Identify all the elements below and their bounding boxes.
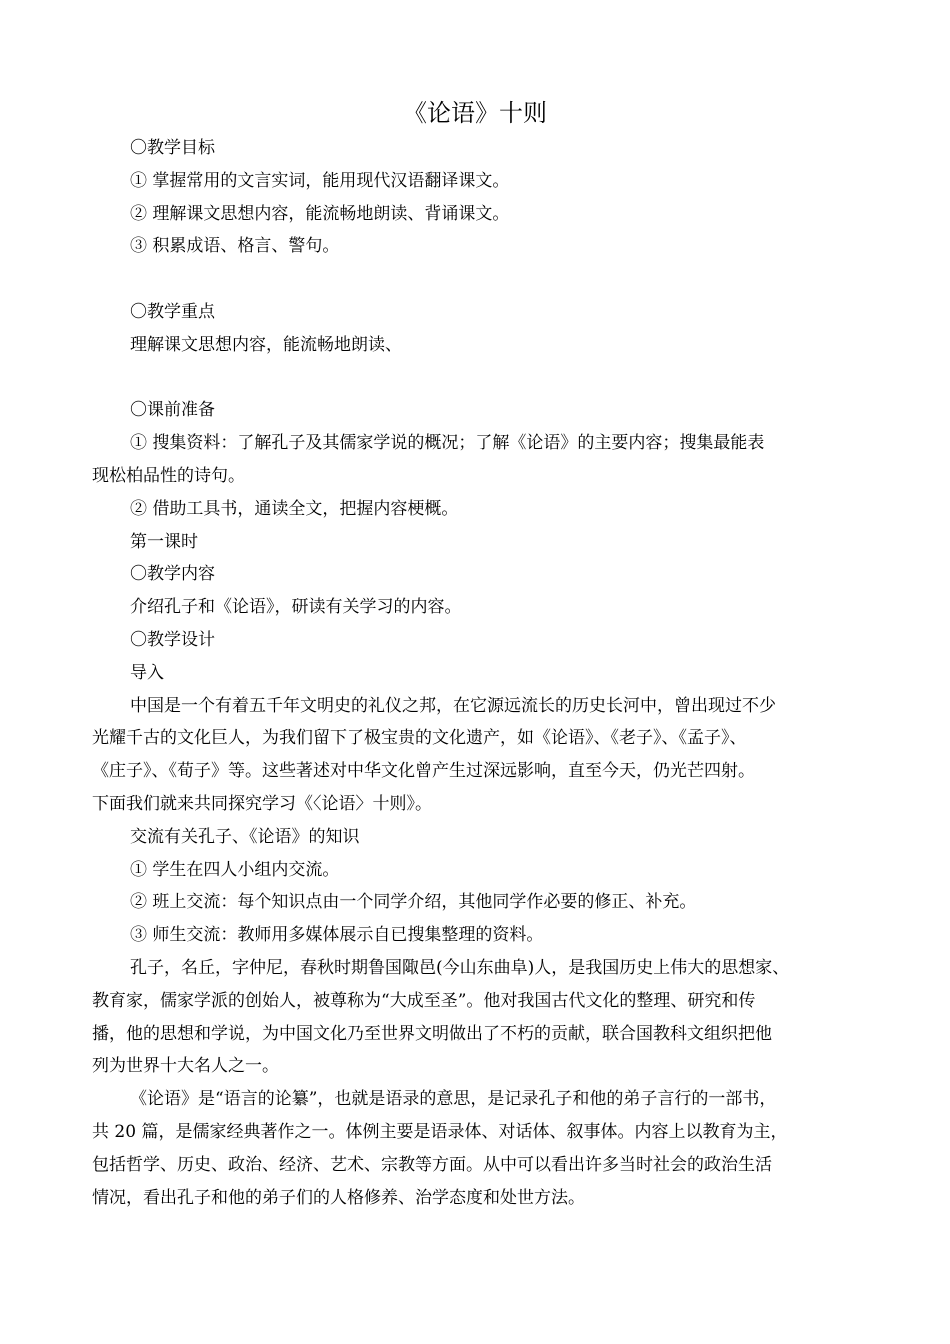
prep-item-2: ② 借助工具书，通读全文，把握内容梗概。	[130, 498, 459, 519]
document-body	[92, 132, 872, 1214]
focus-heading: 〇教学重点	[130, 301, 215, 322]
prep-heading: 〇课前准备	[130, 400, 215, 421]
analects-line: 共 20 篇，是儒家经典著作之一。体例主要是语录体、对话体、叙事体。内容上以教育为主，	[92, 1121, 788, 1142]
confucius-line: 教育家，儒家学派的创始人，被尊称为“大成至圣”。他对我国古代文化的整理、研究和传	[92, 990, 756, 1011]
page-title: 《论语》十则	[403, 99, 547, 127]
analects-line: 情况，看出孔子和他的弟子们的人格修养、治学态度和处世方法。	[92, 1187, 585, 1208]
intro-line: 《庄子》、《荀子》等。这些著述对中华文化曾产生过深远影响，直至今天，仍光芒四射。	[92, 761, 755, 782]
intro-heading: 导入	[130, 662, 164, 683]
intro-line: 中国是一个有着五千年文明史的礼仪之邦，在它源远流长的历史长河中，曾出现过不少	[130, 695, 776, 716]
goal-item: ③ 积累成语、格言、警句。	[130, 236, 340, 257]
exchange-item: ③ 师生交流：教师用多媒体展示自已搜集整理的资料。	[130, 925, 544, 946]
content-heading: 〇教学内容	[130, 564, 215, 585]
content-text: 介绍孔子和《论语》，研读有关学习的内容。	[130, 597, 462, 618]
exchange-heading: 交流有关孔子、《论语》的知识	[130, 826, 360, 847]
intro-line: 下面我们就来共同探究学习《〈论语〉十则》。	[92, 793, 432, 814]
prep-item-1-line-1: ① 搜集资料：了解孔子及其儒家学说的概况；了解《论语》的主要内容；搜集最能表	[130, 433, 765, 454]
prep-item-1-line-2: 现松柏品性的诗句。	[92, 465, 245, 486]
session-label: 第一课时	[130, 531, 198, 552]
exchange-item: ② 班上交流：每个知识点由一个同学介绍，其他同学作必要的修正、补充。	[130, 892, 697, 913]
confucius-line: 播，他的思想和学说，为中国文化乃至世界文明做出了不朽的贡献，联合国教科文组织把他	[92, 1023, 772, 1044]
intro-line: 光耀千古的文化巨人，为我们留下了极宝贵的文化遗产，如《论语》、《老子》、《孟子》、	[92, 728, 747, 749]
analects-line: 包括哲学、历史、政治、经济、艺术、宗教等方面。从中可以看出许多当时社会的政治生活	[92, 1154, 772, 1175]
focus-text: 理解课文思想内容，能流畅地朗读、	[130, 334, 402, 355]
goal-item: ② 理解课文思想内容，能流畅地朗读、背诵课文。	[130, 203, 510, 224]
design-heading: 〇教学设计	[130, 629, 215, 650]
spacer	[92, 263, 872, 296]
exchange-item: ① 学生在四人小组内交流。	[130, 859, 340, 880]
spacer	[92, 362, 872, 395]
goals-heading: 〇教学目标	[130, 138, 215, 158]
confucius-line: 列为世界十大名人之一。	[92, 1056, 279, 1077]
goal-item: ① 掌握常用的文言实词，能用现代汉语翻译课文。	[130, 170, 510, 191]
confucius-line: 孔子，名丘，字仲尼，春秋时期鲁国陬邑(今山东曲阜)人，是我国历史上伟大的思想家、	[130, 957, 790, 978]
analects-line: 《论语》是“语言的论纂”，也就是语录的意思，是记录孔子和他的弟子言行的一部书，	[130, 1089, 777, 1110]
